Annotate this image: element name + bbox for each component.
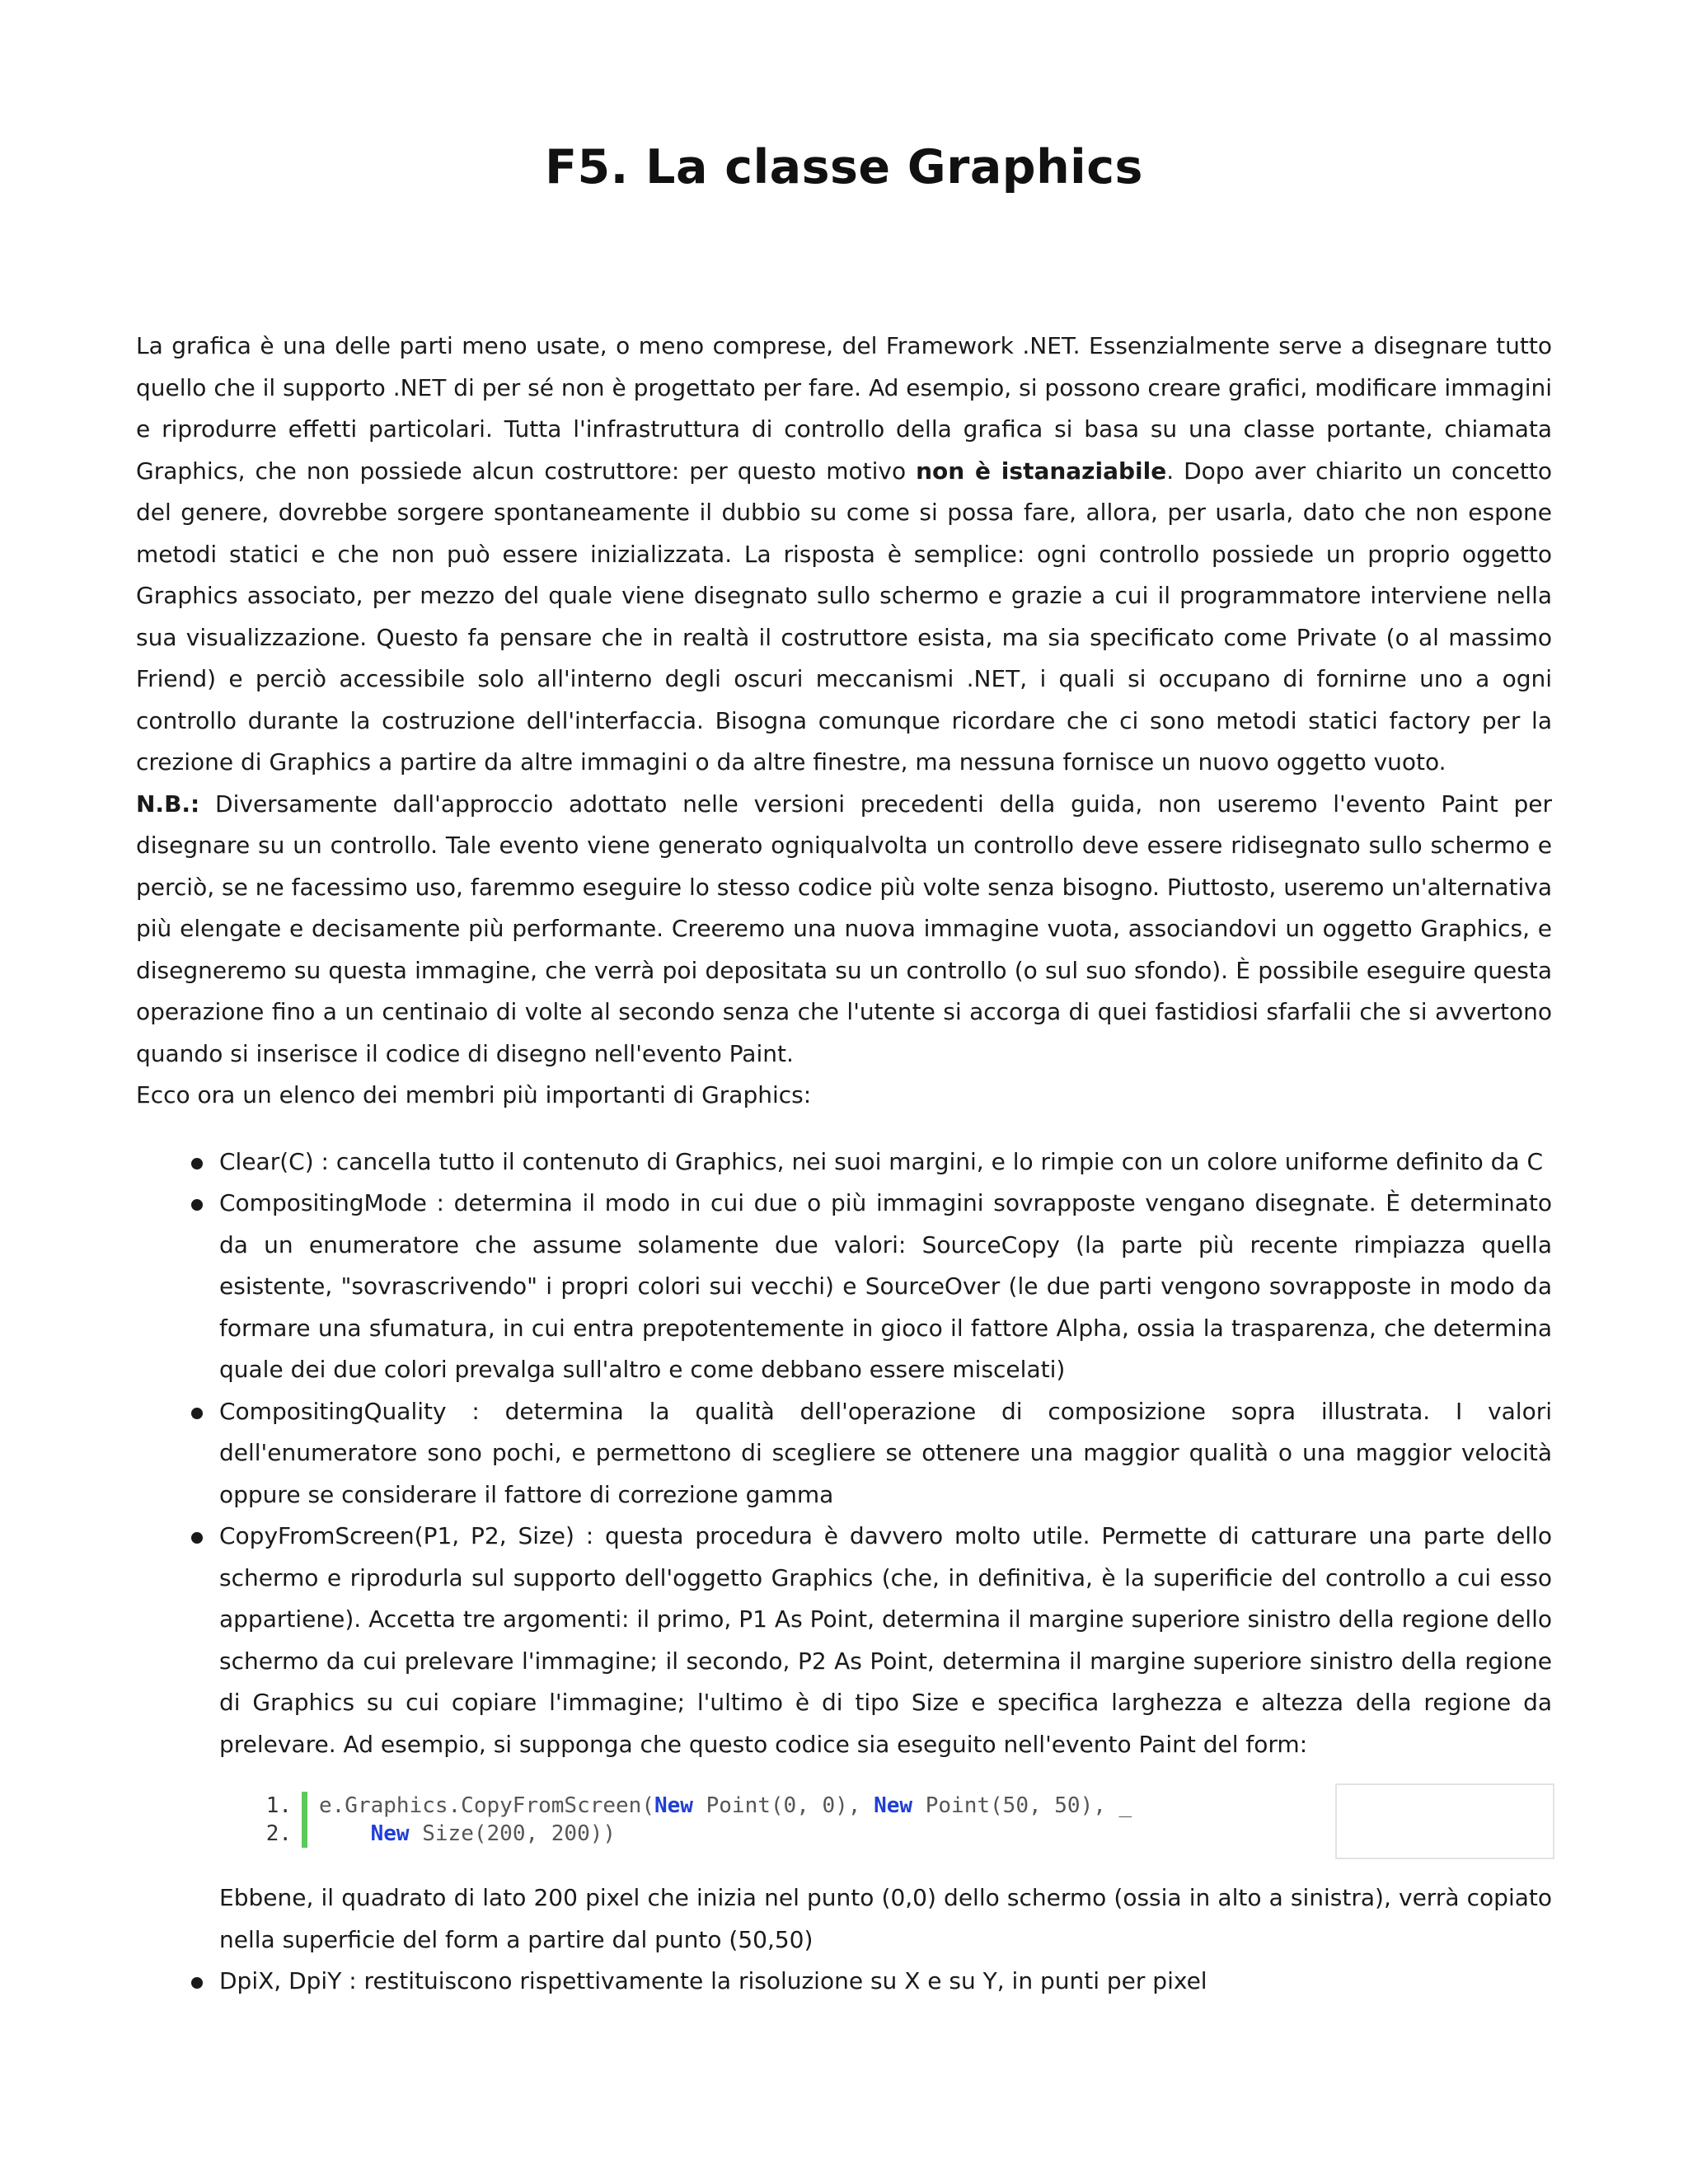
- intro-paragraph: [136, 326, 1552, 784]
- line-number: 2.: [265, 1821, 292, 1846]
- code-listing: [260, 1792, 1132, 1848]
- member-text: CompositingMode : determina il modo in cui due o più immagini sovrapposte vengano disegnate. È determinato da un enumeratore che assume solamente due valori: SourceCopy (la parte più recente rimpiazza quella esistente, "sovrascrivendo" i propri colori sui vecchi) e SourceOver (le due parti vengono sovrapposte in modo da formare una sfumatura, in cui entra prepotentemente in gioco il fattore Alpha, ossia la trasparenza, che determina quale dei due colori prevalga sull'altro e come debbano essere miscelati): [219, 1189, 1552, 1383]
- code-keyword: New: [654, 1793, 693, 1818]
- member-text: CompositingQuality : determina la qualità dell'operazione di composizione sopra illustrata. I valori dell'enumeratore sono pochi, e permettono di scegliere se ottenere una maggior qualità o una maggior velocità oppure se considerare il fattore di correzione gamma: [219, 1397, 1552, 1508]
- code-keyword: New: [370, 1821, 410, 1846]
- line-number: 1.: [265, 1793, 292, 1818]
- code-line: [260, 1792, 1132, 1820]
- member-text: DpiX, DpiY : restituiscono rispettivamente la risoluzione su X e su Y, in punti per pixel: [219, 1967, 1207, 1994]
- member-text: Clear(C) : cancella tutto il contenuto di Graphics, nei suoi margini, e lo rimpie con un colore uniforme definito da C: [219, 1147, 1544, 1175]
- intro-text-cont: . Dopo aver chiarito un concetto del genere, dovrebbe sorgere spontaneamente il dubbio su come si possa fare, allora, per usarla, dato che non espone metodi statici e che non può essere inizializzata. La risposta è semplice: ogni controllo possiede un proprio oggetto Graphics associato, per mezzo del quale viene disegnato sullo schermo e grazie a cui il programmatore interviene nella sua visualizzazione. Questo fa pensare che in realtà il costruttore esista, ma sia specificato come Private (o al massimo Friend) e perciò accessibile solo all'interno degli oscuri meccanismi .NET, i quali si occupano di fornirne uno a ogni controllo durante la costruzione dell'interfaccia. Bisogna comunque ricordare che ci sono metodi statici factory per la crezione di Graphics a partire da altre immagini o da altre finestre, ma nessuna fornisce un nuovo oggetto vuoto.: [136, 457, 1552, 776]
- code-keyword: New: [874, 1793, 913, 1818]
- code-text: Size(200, 200)): [409, 1821, 617, 1846]
- list-item: [136, 1516, 1552, 1961]
- bullet-icon: [191, 1158, 203, 1169]
- code-indent: [319, 1820, 371, 1848]
- code-gutter-bar: [302, 1792, 307, 1820]
- bullet-icon: [191, 1532, 203, 1544]
- member-text: CopyFromScreen(P1, P2, Size) : questa procedura è davvero molto utile. Permette di catturare una parte dello schermo e riprodurla sul supporto dell'oggetto Graphics (che, in definitiva, è la superificie del controllo a cui esso appartiene). Accetta tre argomenti: il primo, P1 As Point, determina il margine superiore sinistro della regione dello schermo da cui prelevare l'immagine; il secondo, P2 As Point, determina il margine superiore sinistro della regione di Graphics su cui copiare l'immagine; l'ultimo è di tipo Size e specifica larghezza e altezza della regione da prelevare. Ad esempio, si supponga che questo codice sia eseguito nell'evento Paint del form:: [219, 1522, 1552, 1758]
- members-list: [136, 1141, 1552, 2003]
- list-item: [136, 1141, 1552, 1183]
- bullet-icon: [191, 1408, 203, 1419]
- nb-label: N.B.:: [136, 790, 200, 818]
- code-toolbar-box: [1335, 1783, 1554, 1859]
- code-text: Point(50, 50), _: [912, 1793, 1132, 1818]
- code-text: e.Graphics.CopyFromScreen(: [319, 1793, 654, 1818]
- page-title: F5. La classe Graphics: [545, 140, 1143, 194]
- code-line: [260, 1820, 1132, 1848]
- nb-paragraph: [136, 784, 1552, 1076]
- intro-text: La grafica è una delle parti meno usate, o meno comprese, del Framework .NET. Essenzialmente serve a disegnare tutto quello che il supporto .NET di per sé non è progettato per fare. Ad esempio, si possono creare grafici, modificare immagini e riprodurre effetti particolari. Tutta l'infrastruttura di controllo della grafica si basa su una classe portante, chiamata Graphics, che non possiede alcun costruttore: per questo motivo: [136, 332, 1552, 485]
- list-intro: Ecco ora un elenco dei membri più importanti di Graphics:: [136, 1081, 812, 1108]
- code-block: [136, 1783, 1552, 1866]
- nb-text: Diversamente dall'approccio adottato nelle versioni precedenti della guida, non useremo l'evento Paint per disegnare su un controllo. Tale evento viene generato ogniqualvolta un controllo deve essere ridisegnato sullo schermo e perciò, se ne facessimo uso, faremmo eseguire lo stesso codice più volte senza bisogno. Piuttosto, useremo un'alternativa più elengate e decisamente più performante. Creeremo una nuova immagine vuota, associandovi un oggetto Graphics, e disegneremo su questa immagine, che verrà poi depositata su un controllo (o sul suo sfondo). È possibile eseguire questa operazione fino a un centinaio di volte al secondo senza che l'utente si accorga di quei fastidiosi sfarfalii che si avvertono quando si inserisce il codice di disegno nell'evento Paint.: [136, 790, 1552, 1067]
- code-text: Point(0, 0),: [692, 1793, 874, 1818]
- list-item: [136, 1961, 1552, 2003]
- member-text-cont: Ebbene, il quadrato di lato 200 pixel che inizia nel punto (0,0) dello schermo (ossia in alto a sinistra), verrà copiato nella superficie del form a partire dal punto (50,50): [219, 1884, 1552, 1953]
- intro-bold-text: non è istanaziabile: [916, 457, 1167, 485]
- list-item: [136, 1391, 1552, 1516]
- bullet-icon: [191, 1977, 203, 1989]
- list-item: [136, 1183, 1552, 1391]
- code-gutter-bar: [302, 1820, 307, 1848]
- bullet-icon: [191, 1199, 203, 1211]
- document-body: [136, 326, 1552, 2003]
